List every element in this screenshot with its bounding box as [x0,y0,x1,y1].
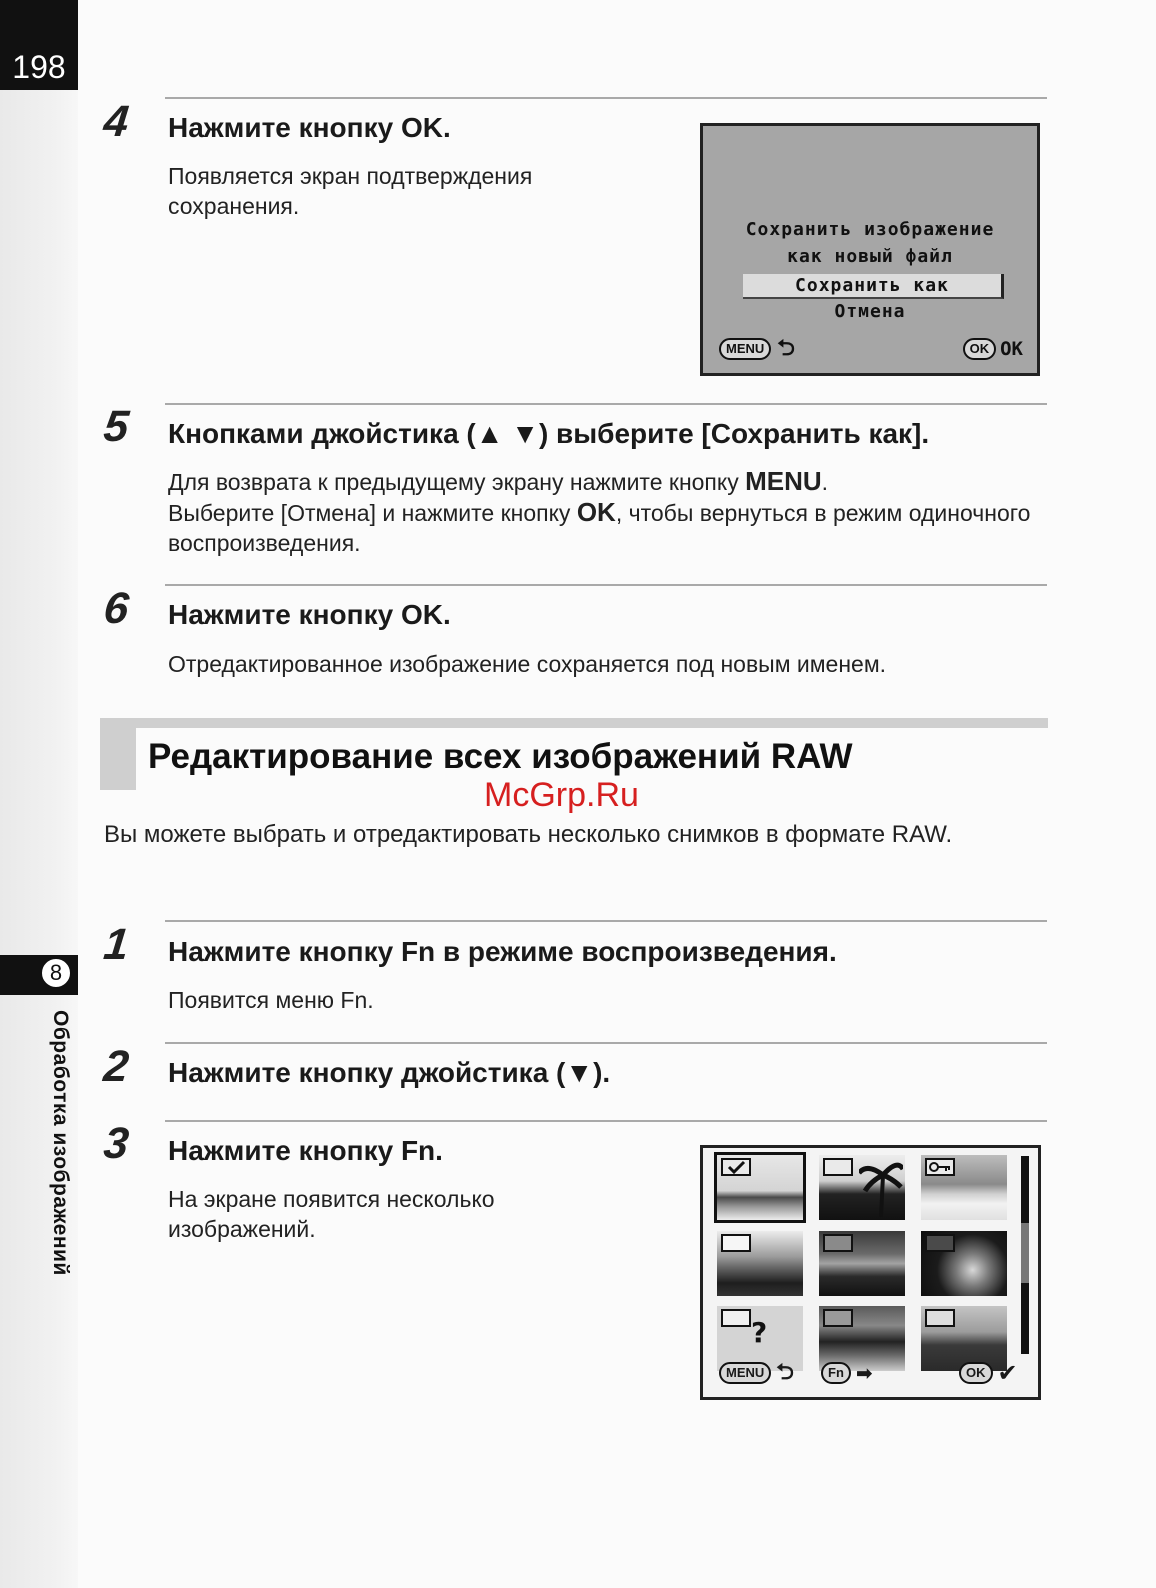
thumbnail[interactable] [921,1231,1007,1296]
back-arrow-icon: ⮌ [776,1360,794,1385]
divider [165,97,1047,99]
thumbnail[interactable] [717,1231,803,1296]
divider [165,403,1047,405]
ok-hint [959,1359,1018,1387]
step-body: На экране появится несколько изображений. [168,1186,495,1242]
thumbnail[interactable] [717,1155,803,1220]
chapter-title: Обработка изображений [49,1010,72,1276]
step-number: 2 [101,1042,132,1091]
step-title: Нажмите кнопку Fn. [168,1135,443,1166]
back-arrow-icon: ⮌ [777,336,795,361]
step-title: Нажмите кнопку Fn в режиме воспроизведения. [168,936,837,967]
raw-file-icon [925,1234,955,1252]
step-title: Нажмите кнопку OK. [168,599,451,630]
raw-file-icon [823,1309,853,1327]
palm-tree-icon [859,1157,903,1217]
fn-hint [821,1362,873,1384]
sidebar [0,0,78,1588]
step-body: Для возврата к предыдущему экрану нажмите кнопку MENU. Выберите [Отмена] и нажмите кнопку OK, чтобы вернуться в режим одиночного воспроизведения. [168,466,1031,556]
checked-box-icon [721,1158,751,1176]
section-bar [100,718,136,790]
ok-text: OK [1000,338,1023,360]
step-number: 5 [101,402,132,451]
step-body: Появляется экран подтверждения сохранения. [168,163,533,219]
step-body: Появится меню Fn. [168,987,374,1013]
ok-button-icon: OK [959,1362,993,1384]
option-cancel[interactable]: Отмена [834,301,906,322]
divider [165,1042,1047,1044]
ok-hint [963,338,1023,360]
protect-key-icon [925,1158,955,1176]
step-title: Нажмите кнопку джойстика (▼). [168,1057,611,1088]
section-intro: Вы можете выбрать и отредактировать несколько снимков в формате RAW. [104,821,953,848]
watermark: McGrp.Ru [484,776,639,814]
divider [165,584,1047,586]
camera-screen-thumbnail-grid [700,1145,1041,1400]
screen-message: Сохранить изображение как новый файл [745,219,995,267]
step-number: 3 [101,1119,132,1168]
unchecked-box-icon [721,1309,751,1327]
step-number: 6 [101,584,132,633]
thumbnail[interactable] [921,1155,1007,1220]
scrollbar-thumb[interactable] [1021,1223,1029,1283]
page-number: 198 [0,0,78,90]
question-mark-icon: ? [751,1316,768,1349]
camera-screen-save-confirm [700,123,1040,376]
ok-button-icon: OK [963,338,997,360]
divider [165,920,1047,922]
section-bar [100,718,1048,728]
menu-back-hint [719,338,795,360]
right-arrow-icon: ➡ [855,1361,873,1385]
menu-button-icon: MENU [719,338,771,360]
step-body: Отредактированное изображение сохраняется под новым именем. [168,651,887,677]
step-number: 4 [101,97,132,146]
thumbnail[interactable] [819,1155,905,1220]
unchecked-box-icon [925,1309,955,1327]
menu-button-icon: MENU [719,1362,771,1384]
unchecked-box-icon [721,1234,751,1252]
option-save-as[interactable]: Сохранить как [743,274,1004,299]
step-title: Кнопками джойстика (▲ ▼) выберите [Сохранить как]. [168,418,930,449]
raw-file-icon [823,1234,853,1252]
fn-button-icon: Fn [821,1362,851,1384]
raw-file-icon [823,1158,853,1176]
divider [165,1120,1047,1122]
step-number: 1 [101,920,132,969]
checkmark-icon: ✔ [997,1359,1018,1387]
menu-back-hint [719,1362,794,1384]
section-title: Редактирование всех изображений RAW [148,737,853,776]
step-title: Нажмите кнопку OK. [168,112,451,143]
chapter-number: 8 [40,957,72,989]
thumbnail[interactable] [819,1231,905,1296]
